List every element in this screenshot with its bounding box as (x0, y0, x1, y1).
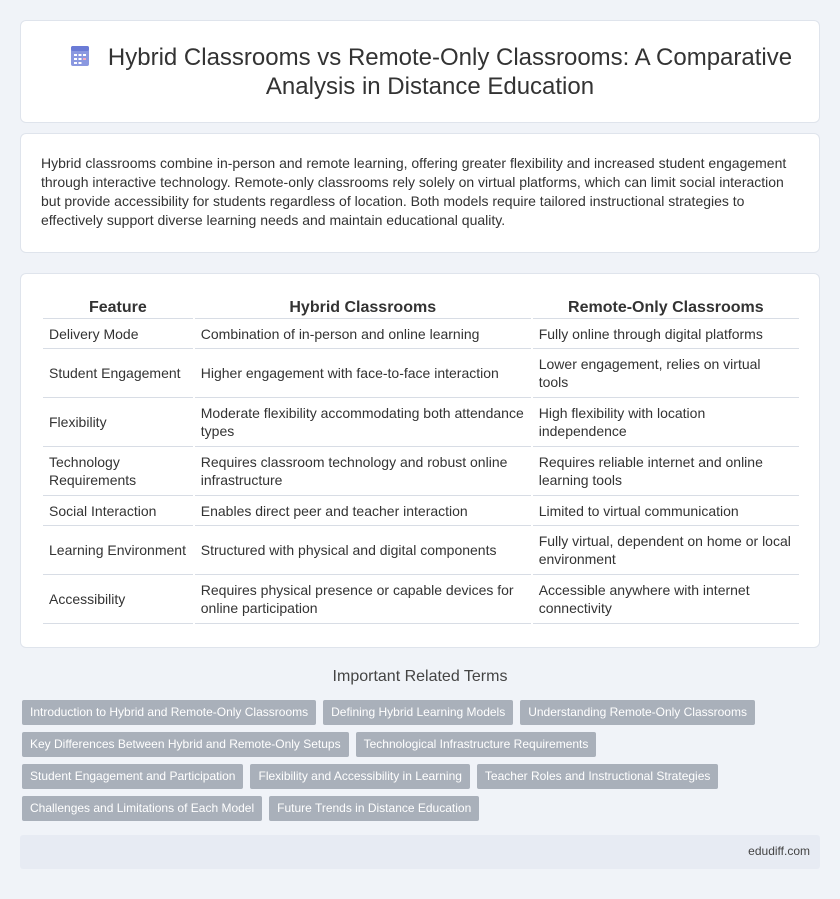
page-title (61, 43, 799, 101)
table-cell-feature: Accessibility (43, 575, 193, 624)
table-cell-remote: Accessible anywhere with internet connectivity (533, 575, 799, 624)
header-hybrid: Hybrid Classrooms (195, 297, 531, 319)
header-remote: Remote-Only Classrooms (533, 297, 799, 319)
related-term-link[interactable]: Teacher Roles and Instructional Strategies (477, 764, 718, 789)
related-term-link[interactable]: Student Engagement and Participation (22, 764, 243, 789)
related-terms-heading: Important Related Terms (332, 668, 508, 685)
footer (20, 835, 820, 869)
related-term-link[interactable]: Challenges and Limitations of Each Model (22, 796, 262, 821)
table-cell-remote: Fully virtual, dependent on home or local environment (533, 526, 799, 575)
table-cell-feature: Technology Requirements (43, 447, 193, 496)
table-cell-hybrid: Structured with physical and digital components (195, 526, 531, 575)
summary-card (20, 133, 820, 253)
footer-site-link[interactable]: edudiff.com (748, 844, 810, 858)
related-term-link[interactable]: Technological Infrastructure Requirements (356, 732, 597, 757)
table-cell-feature: Social Interaction (43, 496, 193, 526)
table-row (43, 319, 799, 349)
table-row (43, 496, 799, 526)
table-cell-hybrid: Requires classroom technology and robust online infrastructure (195, 447, 531, 496)
table-cell-remote: Limited to virtual communication (533, 496, 799, 526)
table-row (43, 526, 799, 575)
related-term-link[interactable]: Introduction to Hybrid and Remote-Only Classrooms (22, 700, 316, 725)
related-term-link[interactable]: Flexibility and Accessibility in Learning (250, 764, 469, 789)
table-cell-remote: Fully online through digital platforms (533, 319, 799, 349)
table-cell-hybrid: Combination of in-person and online learning (195, 319, 531, 349)
related-term-link[interactable]: Defining Hybrid Learning Models (323, 700, 513, 725)
table-header-row (43, 297, 799, 319)
title-wrap (61, 43, 799, 101)
table-cell-remote: Requires reliable internet and online learning tools (533, 447, 799, 496)
table-cell-feature: Flexibility (43, 398, 193, 447)
table-cell-hybrid: Higher engagement with face-to-face interaction (195, 349, 531, 398)
table-cell-remote: High flexibility with location independence (533, 398, 799, 447)
table-cell-hybrid: Enables direct peer and teacher interaction (195, 496, 531, 526)
table-cell-hybrid: Requires physical presence or capable devices for online participation (195, 575, 531, 624)
document-icon (68, 44, 92, 68)
related-term-link[interactable]: Understanding Remote-Only Classrooms (520, 700, 755, 725)
title-card (20, 20, 820, 123)
comparison-table (41, 297, 801, 624)
page-title-text: Hybrid Classrooms vs Remote-Only Classrooms: A Comparative Analysis in Distance Education (107, 44, 793, 100)
comparison-table-card (20, 273, 820, 648)
table-row (43, 447, 799, 496)
table-row (43, 349, 799, 398)
table-cell-hybrid: Moderate flexibility accommodating both attendance types (195, 398, 531, 447)
table-cell-feature: Student Engagement (43, 349, 193, 398)
related-term-link[interactable]: Key Differences Between Hybrid and Remote-Only Setups (22, 732, 349, 757)
table-cell-feature: Delivery Mode (43, 319, 193, 349)
table-cell-remote: Lower engagement, relies on virtual tools (533, 349, 799, 398)
summary-text: Hybrid classrooms combine in-person and remote learning, offering greater flexibility and increased student engagement through interactive technology. Remote-only classrooms rely solely on virtual platforms, which can limit social interaction but provide accessibility for students regardless of location. Both models require tailored instructional strategies to effectively support diverse learning needs and maintain educational quality. (41, 155, 787, 228)
table-row (43, 575, 799, 624)
table-row (43, 398, 799, 447)
header-feature: Feature (43, 297, 193, 319)
table-cell-feature: Learning Environment (43, 526, 193, 575)
related-term-link[interactable]: Future Trends in Distance Education (269, 796, 479, 821)
related-terms-list (22, 700, 822, 821)
